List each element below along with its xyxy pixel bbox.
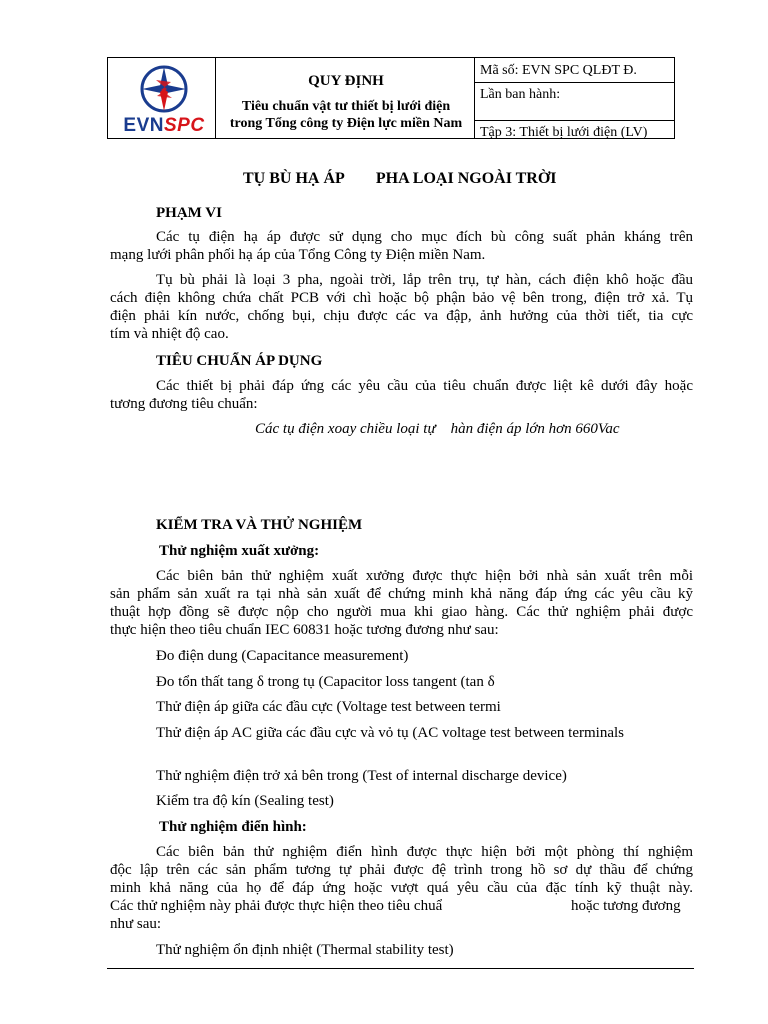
paragraph-line: Các thiết bị phải đáp ứng các yêu cầu của tiêu chuẩn được liệt kê dưới đây hoặc bbox=[156, 378, 693, 394]
footer-rule bbox=[107, 968, 694, 969]
paragraph-line: Các biên bản thử nghiệm điển hình được thực hiện bởi một phòng thí nghiệm bbox=[156, 844, 693, 860]
paragraph-line: thực hiện theo tiêu chuẩn IEC 60831 hoặc tương đương như sau: bbox=[110, 622, 499, 638]
header-divider bbox=[474, 58, 475, 138]
paragraph-line: tím và nhiệt độ cao. bbox=[110, 326, 229, 342]
test-item: Thử điện áp AC giữa các đầu cực và vỏ tụ (AC voltage test between terminals bbox=[156, 725, 624, 741]
test-item: Đo điện dung (Capacitance measurement) bbox=[156, 648, 409, 664]
evn-spc-logo bbox=[114, 62, 214, 138]
paragraph-line: mạng lưới phân phối hạ áp của Tổng Công ty Điện miền Nam. bbox=[110, 247, 486, 263]
section-heading: PHẠM VI bbox=[156, 205, 222, 221]
paragraph-line: Các biên bản thử nghiệm xuất xưởng được thực hiện bởi nhà sản xuất trên mỗi bbox=[156, 568, 693, 584]
paragraph-line: như sau: bbox=[110, 916, 162, 932]
test-item: Thử nghiệm ổn định nhiệt (Thermal stability test) bbox=[156, 942, 454, 958]
doc-subtitle-2: trong Tổng công ty Điện lực miền Nam bbox=[229, 116, 463, 131]
paragraph-line: Các tụ điện hạ áp được sử dụng cho mục đích bù công suất phản kháng trên bbox=[156, 229, 693, 245]
section-heading: TIÊU CHUẨN ÁP DỤNG bbox=[156, 353, 323, 369]
subsection-heading: Thử nghiệm điển hình: bbox=[159, 819, 307, 835]
paragraph-line: độc lập trên các sản phẩm tương tự phải được đệ trình trong hồ sơ dự thầu để chứng bbox=[110, 862, 693, 878]
logo-text-spc: SPC bbox=[164, 115, 205, 136]
paragraph-line: Các thử nghiệm này phải được thực hiện theo tiêu chuẩ bbox=[110, 898, 443, 914]
doc-type: QUY ĐỊNH bbox=[308, 73, 384, 89]
test-item: Thử điện áp giữa các đầu cực (Voltage test between termi bbox=[156, 699, 501, 715]
doc-code: Mã số: EVN SPC QLĐT Đ. bbox=[480, 63, 637, 78]
test-item: Đo tổn thất tang δ trong tụ (Capacitor loss tangent (tan δ bbox=[156, 674, 495, 690]
paragraph-line: Tụ bù phải là loại 3 pha, ngoài trời, lắp trên trụ, tự hàn, cách điện khô hoặc đầu bbox=[156, 272, 693, 288]
logo-text-evn: EVN bbox=[123, 115, 164, 136]
paragraph-line: cách điện không chứa chất PCB với chì hoặc bộ phận bảo vệ bên trong, điện trở xả. Tụ bbox=[110, 290, 693, 306]
header-divider bbox=[474, 82, 674, 83]
standard-reference: Các tụ điện xoay chiều loại tự hàn điện áp lớn hơn 660Vac bbox=[255, 421, 620, 437]
header-divider bbox=[215, 58, 216, 138]
paragraph-line: hoặc tương đương bbox=[571, 898, 681, 914]
section-heading: KIỂM TRA VÀ THỬ NGHIỆM bbox=[156, 517, 363, 533]
doc-subtitle-1: Tiêu chuẩn vật tư thiết bị lưới điện bbox=[241, 99, 451, 114]
test-item: Kiểm tra độ kín (Sealing test) bbox=[156, 793, 334, 809]
paragraph-line: tương đương tiêu chuẩn: bbox=[110, 396, 258, 412]
paragraph-line: minh khả năng của họ để đáp ứng hoặc vượt quá yêu cầu của đặc tính kỹ thuật này. bbox=[110, 880, 693, 896]
evn-star-icon bbox=[114, 62, 214, 116]
subsection-heading: Thử nghiệm xuất xưởng: bbox=[159, 543, 320, 559]
test-item: Thử nghiệm điện trở xả bên trong (Test of internal discharge device) bbox=[156, 768, 567, 784]
paragraph-line: điện phải kín nước, chống bụi, chịu được các va đập, ảnh hưởng của thời tiết, tia cực bbox=[110, 308, 693, 324]
header-divider bbox=[474, 120, 674, 121]
document-title: TỤ BÙ HẠ ÁP PHA LOẠI NGOÀI TRỜI bbox=[243, 170, 557, 187]
paragraph-line: thuật hợp đồng sẽ được nộp cho người mua khi giao hàng. Các thử nghiệm phải được bbox=[110, 604, 693, 620]
document-header bbox=[107, 57, 675, 139]
volume: Tập 3: Thiết bị lưới điện (LV) bbox=[480, 125, 648, 140]
paragraph-line: sản phẩm sản xuất ra tại nhà sản xuất để chứng minh khả năng đáp ứng các yêu cầu kỹ bbox=[110, 586, 693, 602]
issue-number: Lần ban hành: bbox=[480, 87, 561, 102]
